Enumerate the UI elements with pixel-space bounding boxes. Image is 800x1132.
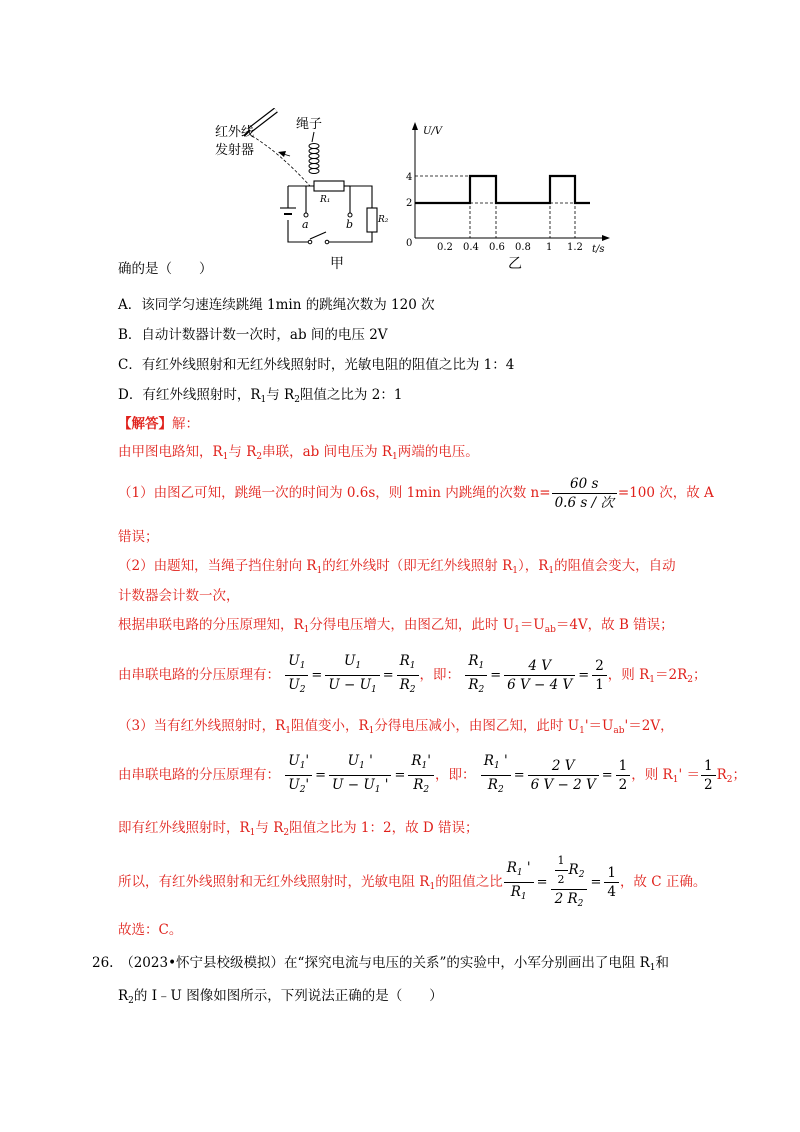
answer-line-9: 由串联电路的分压原理有： $\frac{U_1'}{U_2'}$ = $\frac{U_1 '}{U - U_1 '}$ = $\frac{R_1'}{R_2}$ ，即： $\frac{R_1 '}{R_2}$ = $\frac{2 V}{6 V - 2 V}$ = $\frac{1}{2}$ ，则 $R_1'$ ＝ $\frac{1}{2}$ $R_2$； <box>118 753 746 795</box>
voltage-signal <box>415 176 590 203</box>
emitter-label-2: 发射器 <box>215 143 255 158</box>
answer-line-3: 错误； <box>118 529 159 545</box>
answer-line-2: （1）由图乙可知，跳绳一次的时间为 0.6s，则 1min 内跳绳的次数 n= $\frac{60 s}{\text{0.6 s / 次}}$ =100 次，故 A <box>118 476 714 511</box>
graph-y-tick-2: 2 <box>406 198 413 209</box>
physics-figure <box>210 108 610 273</box>
voltage-time-graph <box>406 122 610 255</box>
answer-line-1: 由甲图电路知，$R_1$与 $R_2$串联，ab 间电压为 $R_1$两端的电压。 <box>118 444 479 462</box>
option-d: D．有红外线照射时，$R_1$与 $R_2$阻值之比为 2：1 <box>118 387 403 405</box>
option-a: A．该同学匀速连续跳绳 1min 的跳绳次数为 120 次 <box>118 297 435 313</box>
fraction-jump-count: $\frac{60 s}{\text{0.6 s / 次}}$ <box>552 475 617 512</box>
graph-x-tick-1.2: 1.2 <box>567 242 583 253</box>
option-c: C．有红外线照射和无红外线照射时，光敏电阻的阻值之比为 1：4 <box>118 357 515 373</box>
answer-tag: 【解答】 <box>118 416 172 432</box>
a-label: a <box>302 218 309 231</box>
option-b: B．自动计数器计数一次时，ab 间的电压 2V <box>118 327 388 343</box>
graph-y-label: U/V <box>423 126 443 137</box>
rope-label: 绳子 <box>296 117 323 132</box>
rope-coil <box>309 144 319 174</box>
figure-jia-label: 甲 <box>330 256 344 272</box>
answer-line-4: （2）由题知，当绳子挡住射向 $R_1$的红外线时（即无红外线照射 $R_1$），$R_1$的阻值会变大，自动 <box>118 558 676 576</box>
circuit-diagram <box>280 181 377 242</box>
figure-yi-label: 乙 <box>508 256 522 272</box>
answer-line-10: 即有红外线照射时，$R_1$与 $R_2$阻值之比为 1：2，故 D 错误； <box>118 820 479 838</box>
next-question-line-2: $R_2$的 I﹣U 图像如图所示，下列说法正确的是（ ） <box>118 988 443 1006</box>
r2-label: R₂ <box>378 215 389 225</box>
b-label: b <box>346 218 354 231</box>
graph-x-tick-0.4: 0.4 <box>463 242 479 253</box>
graph-y-tick-4: 4 <box>406 172 413 183</box>
graph-x-tick-0.8: 0.8 <box>515 242 531 253</box>
question-tail: 确的是（ ） <box>118 261 213 277</box>
answer-line-12: 故选：C。 <box>118 922 183 938</box>
graph-x-label: t/s <box>592 244 605 255</box>
answer-line-6: 根据串联电路的分压原理知，$R_1$分得电压增大，由图乙知，此时 $U_1=U_{ab}=4V$，故 B 错误； <box>118 617 674 635</box>
answer-heading: 【解答】解： <box>118 416 199 432</box>
answer-line-11: 所以，有红外线照射和无红外线照射时，光敏电阻 $R_1$的阻值之比 $\frac{R_1 '}{R_1}$ = $\frac{1}{2}$ $R_2$ 2 $R_2$ = $\frac{1}{4}$ ，故 C 正确。 <box>118 854 707 909</box>
graph-x-tick-1: 1 <box>546 242 553 253</box>
graph-x-tick-0.6: 0.6 <box>489 242 505 253</box>
graph-origin: 0 <box>406 238 413 249</box>
graph-x-tick-0.2: 0.2 <box>437 242 453 253</box>
answer-line-5: 计数器会计数一次， <box>118 588 240 604</box>
next-question-line-1: 26. （2023•怀宁县校级模拟）在“探究电流与电压的关系”的实验中，小军分别画出了电阻 $R_1$和 <box>92 955 670 973</box>
answer-line-8: （3）当有红外线照射时，$R_1$阻值变小，$R_1$分得电压减小，由图乙知，此时 $U_1'=U_{ab}'=2V$， <box>118 718 674 736</box>
r1-label: R₁ <box>320 195 331 205</box>
emitter-label-1: 红外线 <box>215 125 255 140</box>
answer-line-7: 由串联电路的分压原理有： $\frac{U_1}{U_2}$ = $\frac{U_1}{U - U_1}$ = $\frac{R_1}{R_2}$ ，即： $\frac{R_1}{R_2}$ = $\frac{4 V}{6 V - 4 V}$ = $\frac{2}{1}$ ，则 $R_1=2R_2$； <box>118 653 707 695</box>
